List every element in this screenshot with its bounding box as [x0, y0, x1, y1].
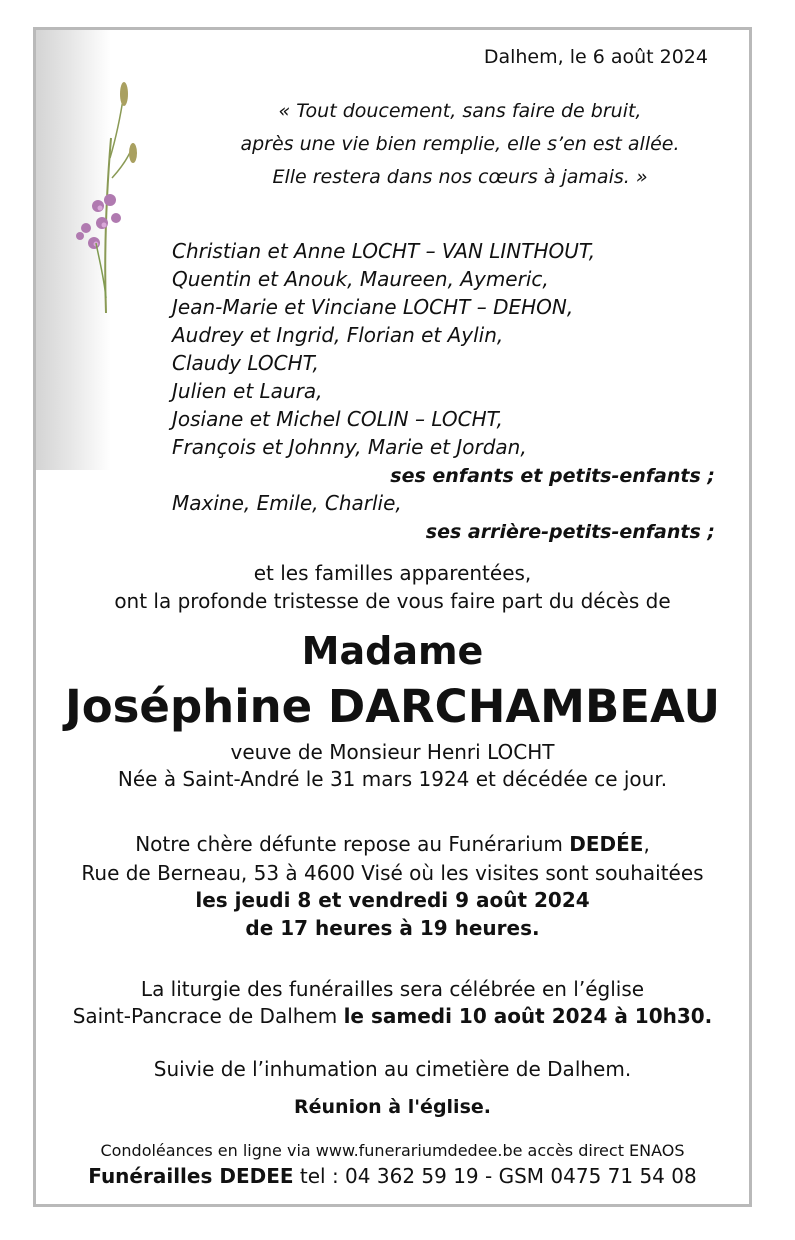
liturgy-line-2 [36, 1004, 749, 1028]
visitation-dates: les jeudi 8 et vendredi 9 août 2024 [195, 888, 590, 912]
funerarium-name: DEDÉE [569, 832, 644, 856]
announcement-line-1: et les familles apparentées, [253, 561, 532, 585]
visitation-text: Notre chère défunte repose au Funérarium [135, 832, 570, 856]
footer-phone: tel : 04 362 59 19 - GSM 0475 71 54 08 [293, 1164, 697, 1188]
visitation-line-2: Rue de Berneau, 53 à 4600 Visé où les visites sont souhaitées [81, 861, 704, 885]
widow-line: veuve de Monsieur Henri LOCHT [230, 740, 555, 764]
quote-line-1: « Tout doucement, sans faire de bruit, [278, 100, 642, 122]
family-line-2: Quentin et Anouk, Maureen, Aymeric, [172, 267, 549, 291]
liturgy-place: Saint-Pancrace de Dalhem [72, 1004, 344, 1028]
condolences-line: Condoléances en ligne via www.funerariumdedee.be accès direct ENAOS [100, 1141, 685, 1160]
burial-line: Suivie de l’inhumation au cimetière de Dalhem. [153, 1057, 632, 1081]
visitation-line-1 [36, 832, 749, 856]
footer-contact [36, 1164, 749, 1188]
family-line-8: François et Johnny, Marie et Jordan, [172, 435, 527, 459]
family-line-5: Claudy LOCHT, [172, 351, 319, 375]
date-line: Dalhem, le 6 août 2024 [483, 46, 708, 68]
liturgy-line-1: La liturgie des funérailles sera célébrée en l’église [140, 977, 645, 1001]
children-label: ses enfants et petits-enfants ; [390, 465, 715, 487]
great-grandchildren-line: Maxine, Emile, Charlie, [172, 491, 402, 515]
visitation-comma: , [643, 832, 650, 856]
family-line-4: Audrey et Ingrid, Florian et Aylin, [172, 323, 504, 347]
liturgy-date: le samedi 10 août 2024 à 10h30. [343, 1004, 713, 1028]
reunion-line: Réunion à l'église. [294, 1096, 491, 1118]
quote-line-2: après une vie bien remplie, elle s’en est allée. [240, 133, 680, 155]
visitation-hours: de 17 heures à 19 heures. [245, 916, 540, 940]
birth-line: Née à Saint-André le 31 mars 1924 et décédée ce jour. [117, 767, 668, 791]
family-line-1: Christian et Anne LOCHT – VAN LINTHOUT, [172, 239, 596, 263]
family-line-3: Jean-Marie et Vinciane LOCHT – DEHON, [172, 295, 574, 319]
violet-flower-icon [66, 78, 146, 318]
footer-brand: Funérailles DEDEE [88, 1164, 294, 1188]
deceased-name: Joséphine DARCHAMBEAU [64, 680, 720, 733]
family-line-6: Julien et Laura, [172, 379, 323, 403]
great-grandchildren-label: ses arrière-petits-enfants ; [425, 521, 715, 543]
deceased-title: Madame [301, 629, 484, 673]
quote-line-3: Elle restera dans nos cœurs à jamais. » [272, 166, 648, 188]
announcement-line-2: ont la profonde tristesse de vous faire part du décès de [114, 589, 671, 613]
family-line-7: Josiane et Michel COLIN – LOCHT, [172, 407, 503, 431]
